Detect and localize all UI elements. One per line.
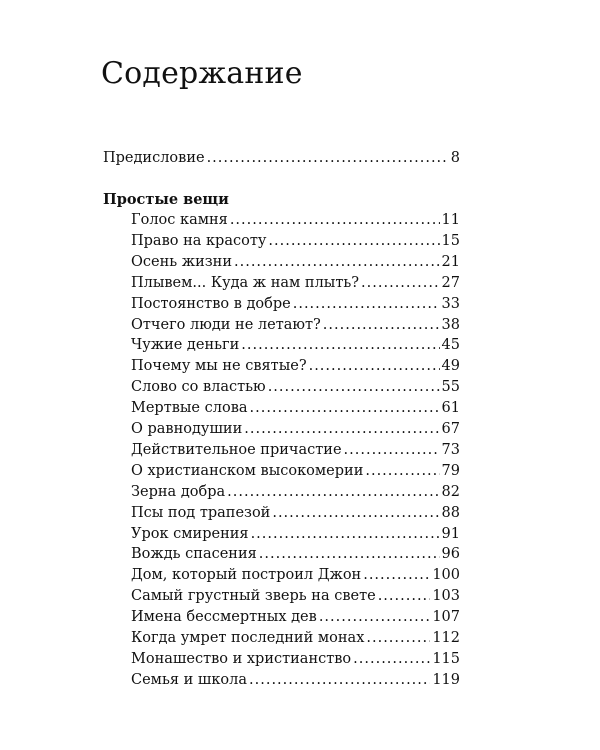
toc-entry-label: Монашество и христианство	[131, 650, 352, 667]
toc-entry-label: Осень жизни	[131, 253, 232, 270]
toc-entry-label: Почему мы не святые?	[131, 358, 307, 375]
toc-entry-page: 96	[441, 546, 460, 563]
toc-entry-label: Урок смирения	[131, 525, 249, 542]
toc-entry-page: 49	[441, 358, 460, 375]
dot-leader	[361, 274, 440, 292]
toc-entry	[131, 378, 460, 396]
toc-entry-label: Отчего люди не летают?	[131, 316, 321, 333]
toc-entry-page: 88	[441, 504, 460, 521]
toc-entry-label: Дом, который построил Джон	[131, 567, 362, 584]
toc-entry	[131, 587, 460, 605]
toc-entry	[131, 357, 460, 375]
toc-entry-label: Когда умрет последний монах	[131, 630, 365, 646]
toc-entry	[131, 441, 460, 459]
toc-entry-page: 73	[441, 441, 460, 458]
toc-entry-label: Предисловие	[103, 150, 205, 166]
toc-entry	[131, 671, 460, 689]
toc-entry-label: Вождь спасения	[131, 546, 257, 563]
dot-leader	[234, 253, 440, 271]
dot-leader	[259, 545, 440, 563]
toc-entry-page: 107	[432, 609, 460, 626]
dot-leader	[293, 295, 440, 313]
toc-entry	[131, 629, 460, 647]
dot-leader	[363, 566, 430, 584]
toc-entry-page: 15	[441, 232, 460, 249]
toc-entry-label: Имена бессмертных дев	[131, 609, 317, 626]
toc-entry-label: О равнодушии	[131, 421, 243, 437]
dot-leader	[268, 378, 440, 396]
toc-entry-label: Голос камня	[131, 212, 228, 228]
toc-entry-page: 91	[441, 525, 460, 542]
toc-entry-page: 115	[432, 650, 460, 667]
toc-entry-page: 112	[432, 630, 460, 646]
toc-entry	[131, 650, 460, 668]
toc-entry-label: Слово со властью	[131, 379, 266, 396]
toc-entry-page: 11	[441, 212, 460, 228]
toc-entry-label: Семья и школа	[131, 671, 248, 688]
toc-entry-page: 27	[441, 274, 460, 291]
toc-entry-label: Псы под трапезой	[131, 504, 271, 521]
toc-entry-label: Чужие деньги	[131, 337, 240, 354]
toc-entry-page: 100	[432, 567, 460, 584]
toc-entry	[131, 211, 460, 229]
dot-leader	[244, 420, 439, 438]
dot-leader	[251, 525, 440, 543]
dot-leader	[378, 587, 431, 605]
page-title: Содержание	[101, 56, 303, 91]
dot-leader	[365, 462, 439, 480]
toc-entry-page: 61	[441, 400, 460, 417]
toc-entry	[131, 274, 460, 292]
dot-leader	[323, 316, 440, 334]
toc-entry-label: Постоянство в добре	[131, 295, 291, 312]
toc-entry-page: 119	[432, 671, 460, 688]
toc-entry	[131, 483, 460, 501]
toc-entry	[131, 566, 460, 584]
toc-entry-label: О христианском высокомерии	[131, 462, 364, 479]
dot-leader	[207, 149, 449, 167]
toc-entry-label: Зерна добра	[131, 483, 226, 500]
dot-leader	[319, 608, 431, 626]
toc-entry	[131, 545, 460, 563]
dot-leader	[366, 629, 430, 647]
toc-entry	[131, 504, 460, 522]
toc-entry-page: 82	[441, 483, 460, 500]
dot-leader	[230, 211, 440, 229]
toc-entry-label: Право на красоту	[131, 232, 267, 249]
toc-entry-page: 8	[450, 150, 460, 166]
section-heading: Простые вещи	[103, 191, 229, 208]
toc-entry	[131, 316, 460, 334]
toc-entry-page: 55	[441, 379, 460, 396]
dot-leader	[353, 650, 430, 668]
dot-leader	[268, 232, 439, 250]
toc-entry	[131, 420, 460, 438]
toc-entry-page: 33	[441, 295, 460, 312]
dot-leader	[272, 504, 439, 522]
toc-entry	[131, 336, 460, 354]
toc-entry-page: 45	[441, 337, 460, 354]
toc-entry	[131, 462, 460, 480]
toc-entry-page: 79	[441, 462, 460, 479]
toc-entry	[131, 399, 460, 417]
dot-leader	[249, 671, 430, 689]
dot-leader	[344, 441, 440, 459]
toc-entry	[131, 525, 460, 543]
toc-entry-page: 38	[441, 316, 460, 333]
dot-leader	[227, 483, 439, 501]
toc-entry-label: Самый грустный зверь на свете	[131, 588, 376, 605]
toc-entry-page: 21	[441, 253, 460, 270]
toc-entry-label: Мертвые слова	[131, 400, 248, 417]
toc-entry-preface	[103, 149, 460, 167]
toc-entry-label: Плывем... Куда ж нам плыть?	[131, 274, 360, 291]
dot-leader	[250, 399, 440, 417]
toc-entry-page: 103	[432, 588, 460, 605]
toc-entry	[131, 608, 460, 626]
toc-entry	[131, 253, 460, 271]
toc-entry	[131, 232, 460, 250]
toc-entry	[131, 295, 460, 313]
toc-entry-page: 67	[441, 421, 460, 437]
toc-entry-label: Действительное причастие	[131, 441, 342, 458]
dot-leader	[241, 336, 439, 354]
dot-leader	[309, 357, 440, 375]
